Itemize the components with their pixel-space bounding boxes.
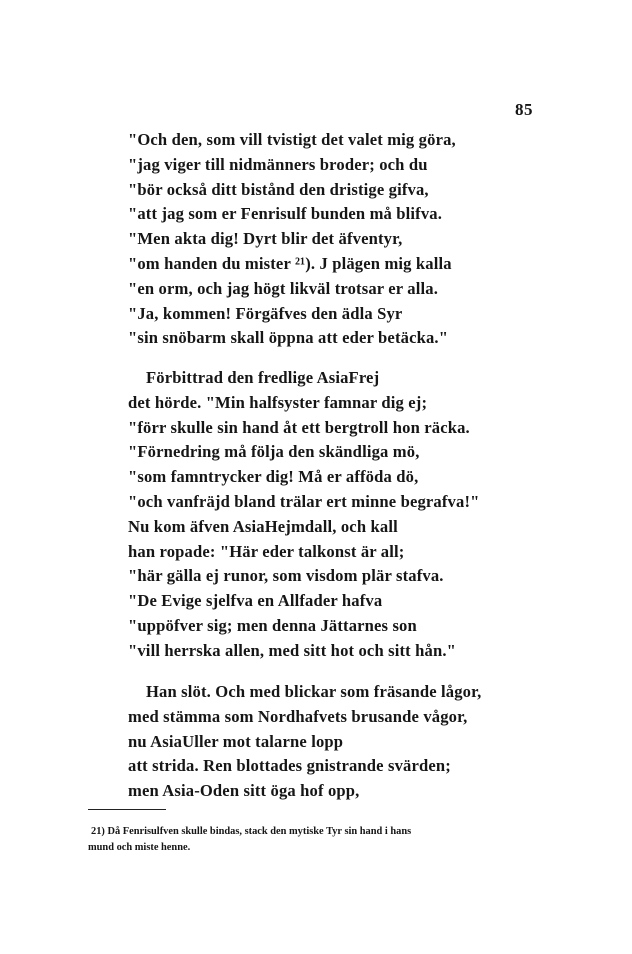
verse-line: "Förnedring må följa den skändliga mö, [128,442,420,462]
verse-line: Han slöt. Och med blickar som fräsande lågor, [146,682,482,701]
verse-line: "Och den, som vill tvistigt det valet mig göra, [128,130,456,149]
poem-stanza-2 [128,366,479,664]
verse-line: "om handen du mister ²¹). J plägen mig kalla [128,253,452,273]
page-number: 85 [515,100,533,119]
footnote-line: 21) Då Fenrisulfven skulle bindas, stack den mytiske Tyr sin hand i hans [91,826,412,837]
verse-line: "och vanfräjd bland trälar ert minne begrafva!" [128,491,480,511]
verse-line: "vill herrska allen, med sitt hot och sitt hån." [128,640,457,660]
verse-line: Förbittrad den fredlige AsiaFrej [146,368,380,387]
verse-line: "Ja, kommen! Förgäfves den ädla Syr [128,303,403,323]
footnote-line: mund och miste henne. [88,841,191,853]
footnote-divider [88,809,166,810]
verse-line: med stämma som Nordhafvets brusande vågor, [128,706,468,726]
verse-line: "bör också ditt bistånd den dristige gifva, [128,179,429,199]
verse-line: det hörde. "Min halfsyster famnar dig ej; [128,392,428,412]
verse-line: "som famntrycker dig! Må er afföda dö, [128,467,419,487]
verse-line: att strida. Ren blottades gnistrande svärden; [128,756,451,776]
poem-stanza-1 [128,128,456,351]
verse-line: men Asia-Oden sitt öga hof opp, [128,781,360,801]
verse-line: han ropade: "Här eder talkonst är all; [128,541,405,561]
verse-line: "att jag som er Fenrisulf bunden må blifva. [128,204,443,224]
verse-line: "här gälla ej runor, som visdom plär stafva. [128,566,444,586]
verse-line: nu AsiaUller mot talarne lopp [128,731,344,751]
verse-line: "uppöfver sig; men denna Jättarnes son [128,615,417,635]
verse-line: "sin snöbarm skall öppna att eder betäcka." [128,328,449,348]
verse-line: "Men akta dig! Dyrt blir det äfventyr, [128,229,403,249]
verse-line: "förr skulle sin hand åt ett bergtroll hon räcka. [128,417,470,437]
footnote [88,824,558,855]
verse-line: "en orm, och jag högt likväl trotsar er alla. [128,278,439,298]
poem-stanza-3 [128,680,481,804]
verse-line: Nu kom äfven AsiaHejmdall, och kall [128,516,398,536]
verse-line: "jag viger till nidmänners broder; och du [128,154,428,174]
verse-line: "De Evige sjelfva en Allfader hafva [128,591,383,611]
